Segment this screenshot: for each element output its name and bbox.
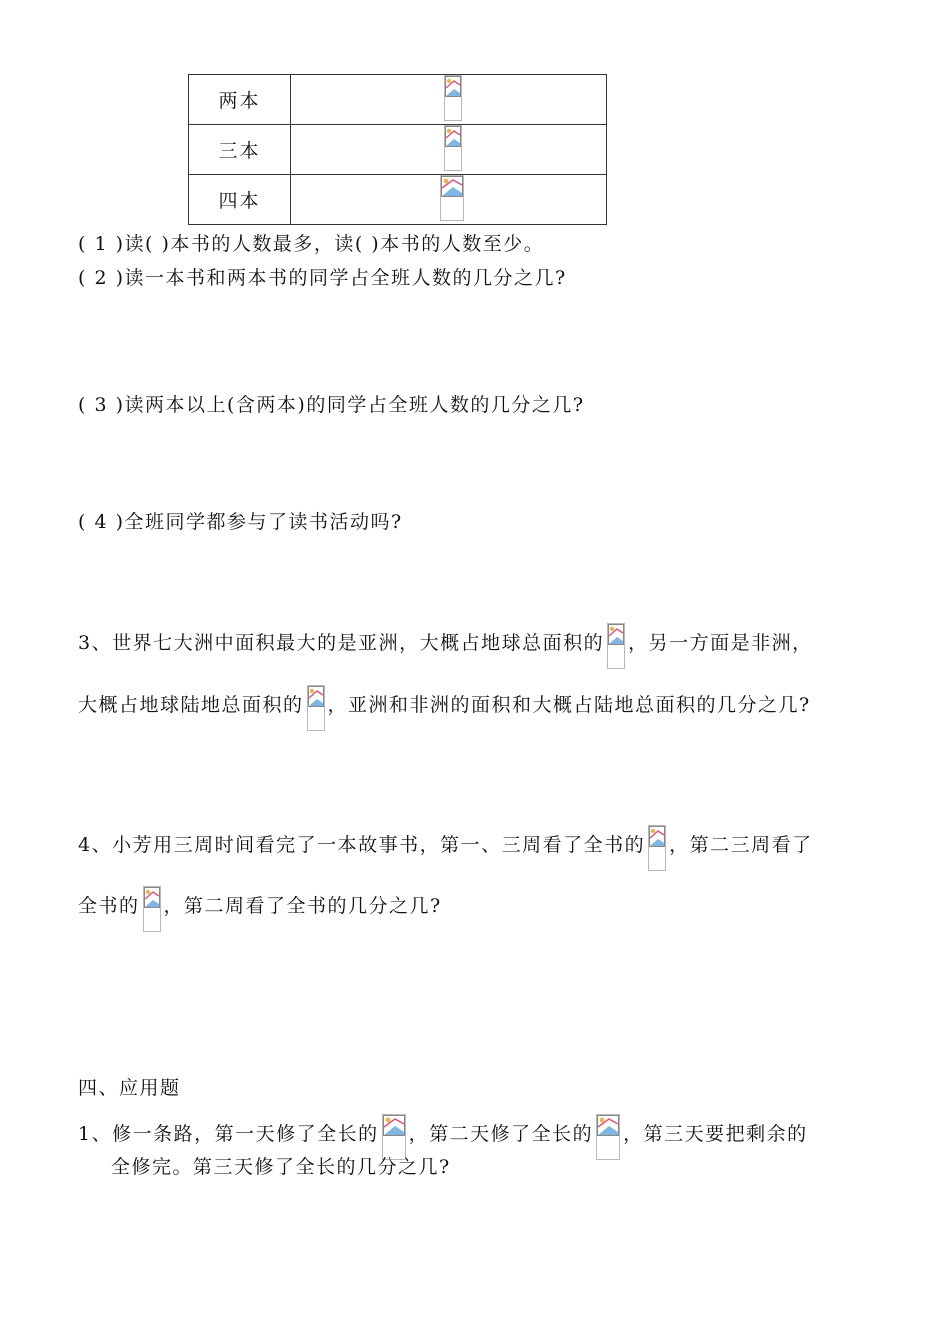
s4-q1-line2: 全修完。第三天修了全长的几分之几? (111, 1156, 451, 1178)
q3-text: ，另一方面是非洲， (628, 632, 813, 654)
q3-line2 (78, 685, 811, 731)
q2-sub3: ( 3 )读两本以上(含两本)的同学占全班人数的几分之几? (78, 394, 585, 416)
section-title: 四、应用题 (78, 1077, 181, 1099)
q3-line1 (78, 623, 813, 669)
row-label: 两本 (189, 75, 291, 125)
q3-text: 大概占地球陆地总面积的 (78, 694, 304, 716)
row-value-cell (291, 125, 607, 175)
q2-sub2: ( 2 )读一本书和两本书的同学占全班人数的几分之几? (78, 267, 567, 289)
table-row (189, 75, 607, 125)
q4-text: ，第二周看了全书的几分之几? (163, 895, 442, 917)
table-row (189, 175, 607, 225)
q4-text: ，第二三周看了 (669, 834, 813, 856)
broken-image-icon (307, 685, 325, 731)
row-value-cell (291, 175, 607, 225)
row-value-cell (291, 75, 607, 125)
q2-sub1: ( 1 )读( )本书的人数最多，读( )本书的人数至少。 (78, 233, 545, 255)
broken-image-icon (382, 1114, 406, 1160)
q2-sub4: ( 4 )全班同学都参与了读书活动吗? (78, 511, 403, 533)
broken-image-icon (596, 1114, 620, 1160)
broken-image-icon (440, 175, 464, 221)
q4-line1 (78, 825, 813, 871)
broken-image-icon (143, 886, 161, 932)
q3-text: ，亚洲和非洲的面积和大概占陆地总面积的几分之几? (327, 694, 811, 716)
s4-q1-text: ，第二天修了全长的 (408, 1123, 594, 1145)
q4-line2 (78, 886, 442, 932)
table-row (189, 125, 607, 175)
s4-q1-line1 (78, 1114, 808, 1160)
broken-image-icon (444, 75, 462, 121)
broken-image-icon (444, 125, 462, 171)
s4-q1-text: 1、修一条路，第一天修了全长的 (78, 1123, 379, 1145)
s4-q1-text: ，第三天要把剩余的 (623, 1123, 808, 1145)
q4-text: 全书的 (78, 895, 140, 917)
reading-table (188, 74, 607, 225)
q4-text: 4、小芳用三周时间看完了一本故事书，第一、三周看了全书的 (78, 834, 646, 856)
q3-text: 3、世界七大洲中面积最大的是亚洲，大概占地球总面积的 (78, 632, 605, 654)
broken-image-icon (607, 623, 625, 669)
broken-image-icon (648, 825, 666, 871)
row-label: 四本 (189, 175, 291, 225)
row-label: 三本 (189, 125, 291, 175)
